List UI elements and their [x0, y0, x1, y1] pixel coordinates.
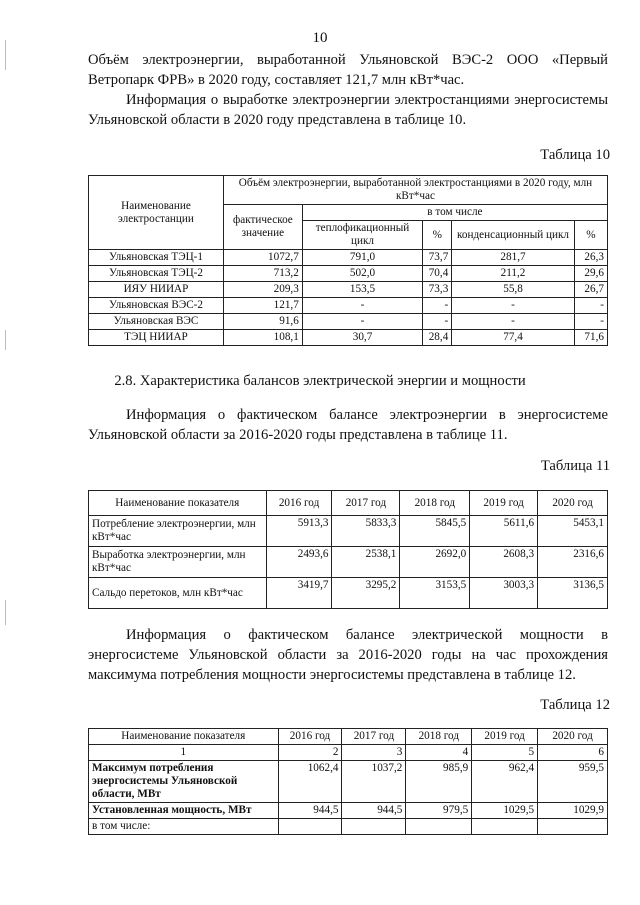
actual-value: 108,1 [223, 330, 302, 346]
indicator-name: Установленная мощность, МВт [89, 803, 279, 819]
station-name: Ульяновская ТЭЦ-1 [89, 250, 224, 266]
table11-caption: Таблица 11 [540, 458, 610, 474]
table11 [88, 490, 608, 609]
cond-cycle-value: - [452, 298, 574, 314]
indicator-value: 3003,3 [470, 578, 538, 609]
table10 [88, 175, 608, 346]
indicator-value: 3136,5 [538, 578, 608, 609]
heat-cycle-value: 30,7 [302, 330, 422, 346]
paragraph-4: Информация о фактическом балансе электрической мощности в энергосистеме Ульяновской области за 2016-2020 годы на час прохождения максимума потребления мощности энергосистемы представлена в таблице 12. [88, 627, 608, 683]
heat-cycle-pct: - [423, 298, 452, 314]
indicator-value: 959,5 [538, 761, 608, 803]
indicator-value: 3153,5 [400, 578, 470, 609]
paragraph-2: Информация о выработке электроэнергии электростанциями энергосистемы Ульяновской области в 2020 году представлена в таблице 10. [88, 92, 608, 128]
indicator-value [278, 819, 342, 835]
heat-cycle-pct: 28,4 [423, 330, 452, 346]
column-number: 3 [342, 745, 406, 761]
table12-caption: Таблица 12 [540, 697, 610, 713]
paragraph-1: Объём электроэнергии, выработанной Ульяновской ВЭС-2 ООО «Первый Ветропарк ФРВ» в 2020 году, составляет 121,7 млн кВт*час. [88, 52, 608, 88]
table-row [89, 761, 608, 803]
actual-value: 713,2 [223, 266, 302, 282]
t12-head-name: Наименование показателя [89, 729, 279, 745]
cond-cycle-pct: 29,6 [574, 266, 607, 282]
heat-cycle-value: 153,5 [302, 282, 422, 298]
indicator-value [342, 819, 406, 835]
cond-cycle-value: - [452, 314, 574, 330]
indicator-value: 2608,3 [470, 547, 538, 578]
t10-head-cond: конденсационный цикл [452, 221, 574, 250]
table-row [89, 516, 608, 547]
column-number: 6 [538, 745, 608, 761]
indicator-value: 3419,7 [266, 578, 332, 609]
heat-cycle-value: - [302, 314, 422, 330]
table-row [89, 266, 608, 282]
station-name: Ульяновская ВЭС [89, 314, 224, 330]
indicator-value: 3295,2 [332, 578, 400, 609]
heat-cycle-pct: 73,7 [423, 250, 452, 266]
indicator-value: 2493,6 [266, 547, 332, 578]
indicator-value [538, 819, 608, 835]
t10-head-pct2: % [574, 221, 607, 250]
actual-value: 209,3 [223, 282, 302, 298]
t10-head-actual: фактическое значение [223, 205, 302, 250]
t10-head-including: в том числе [302, 205, 607, 221]
indicator-value [472, 819, 538, 835]
heat-cycle-value: - [302, 298, 422, 314]
indicator-name: Максимум потребления энергосистемы Ульяновской области, МВт [89, 761, 279, 803]
cond-cycle-value: 77,4 [452, 330, 574, 346]
station-name: Ульяновская ТЭЦ-2 [89, 266, 224, 282]
year-header: 2019 год [472, 729, 538, 745]
indicator-value: 2692,0 [400, 547, 470, 578]
section-heading: 2.8. Характеристика балансов электрической энергии и мощности [114, 373, 526, 389]
heat-cycle-value: 791,0 [302, 250, 422, 266]
indicator-name: Сальдо перетоков, млн кВт*час [89, 578, 267, 609]
indicator-name: Потребление электроэнергии, млн кВт*час [89, 516, 267, 547]
station-name: ИЯУ НИИАР [89, 282, 224, 298]
indicator-value: 962,4 [472, 761, 538, 803]
column-number: 2 [278, 745, 342, 761]
table-row [89, 803, 608, 819]
margin-mark [5, 600, 6, 625]
year-header: 2020 год [538, 729, 608, 745]
table-row [89, 298, 608, 314]
year-header: 2018 год [400, 491, 470, 516]
cond-cycle-pct: - [574, 298, 607, 314]
column-number: 1 [89, 745, 279, 761]
station-name: Ульяновская ВЭС-2 [89, 298, 224, 314]
indicator-value: 5845,5 [400, 516, 470, 547]
year-header: 2016 год [278, 729, 342, 745]
table10-caption: Таблица 10 [540, 147, 610, 163]
cond-cycle-pct: - [574, 314, 607, 330]
indicator-value: 944,5 [342, 803, 406, 819]
actual-value: 91,6 [223, 314, 302, 330]
year-header: 2017 год [332, 491, 400, 516]
table-row [89, 547, 608, 578]
heat-cycle-value: 502,0 [302, 266, 422, 282]
indicator-value: 2538,1 [332, 547, 400, 578]
heat-cycle-pct: 70,4 [423, 266, 452, 282]
cond-cycle-pct: 26,3 [574, 250, 607, 266]
indicator-value: 5913,3 [266, 516, 332, 547]
indicator-value [406, 819, 472, 835]
indicator-value: 5611,6 [470, 516, 538, 547]
actual-value: 121,7 [223, 298, 302, 314]
indicator-value: 2316,6 [538, 547, 608, 578]
cond-cycle-pct: 71,6 [574, 330, 607, 346]
cond-cycle-value: 55,8 [452, 282, 574, 298]
column-number: 4 [406, 745, 472, 761]
t10-head-name: Наименование электростанции [89, 176, 224, 250]
indicator-name: Выработка электроэнергии, млн кВт*час [89, 547, 267, 578]
year-header: 2019 год [470, 491, 538, 516]
indicator-value: 1062,4 [278, 761, 342, 803]
indicator-value: 979,5 [406, 803, 472, 819]
column-number: 5 [472, 745, 538, 761]
year-header: 2016 год [266, 491, 332, 516]
indicator-value: 1029,9 [538, 803, 608, 819]
station-name: ТЭЦ НИИАР [89, 330, 224, 346]
year-header: 2018 год [406, 729, 472, 745]
cond-cycle-pct: 26,7 [574, 282, 607, 298]
indicator-value: 944,5 [278, 803, 342, 819]
t10-head-volume: Объём электроэнергии, выработанной электростанциями в 2020 году, млн кВт*час [223, 176, 607, 205]
table-row [89, 819, 608, 835]
heat-cycle-pct: 73,3 [423, 282, 452, 298]
table-row [89, 250, 608, 266]
indicator-name: в том числе: [89, 819, 279, 835]
table-row [89, 330, 608, 346]
indicator-value: 5453,1 [538, 516, 608, 547]
cond-cycle-value: 281,7 [452, 250, 574, 266]
table-row [89, 314, 608, 330]
actual-value: 1072,7 [223, 250, 302, 266]
indicator-value: 1029,5 [472, 803, 538, 819]
indicator-value: 5833,3 [332, 516, 400, 547]
paragraph-3: Информация о фактическом балансе электроэнергии в энергосистеме Ульяновской области за 2016-2020 годы представлена в таблице 11. [88, 407, 608, 443]
t10-head-heat: теплофикационный цикл [302, 221, 422, 250]
cond-cycle-value: 211,2 [452, 266, 574, 282]
margin-mark [5, 330, 6, 350]
t11-head-name: Наименование показателя [89, 491, 267, 516]
year-header: 2020 год [538, 491, 608, 516]
indicator-value: 985,9 [406, 761, 472, 803]
page-number: 10 [312, 30, 328, 46]
table12 [88, 728, 608, 835]
table-row [89, 282, 608, 298]
heat-cycle-pct: - [423, 314, 452, 330]
table-row [89, 578, 608, 609]
t10-head-pct: % [423, 221, 452, 250]
year-header: 2017 год [342, 729, 406, 745]
indicator-value: 1037,2 [342, 761, 406, 803]
